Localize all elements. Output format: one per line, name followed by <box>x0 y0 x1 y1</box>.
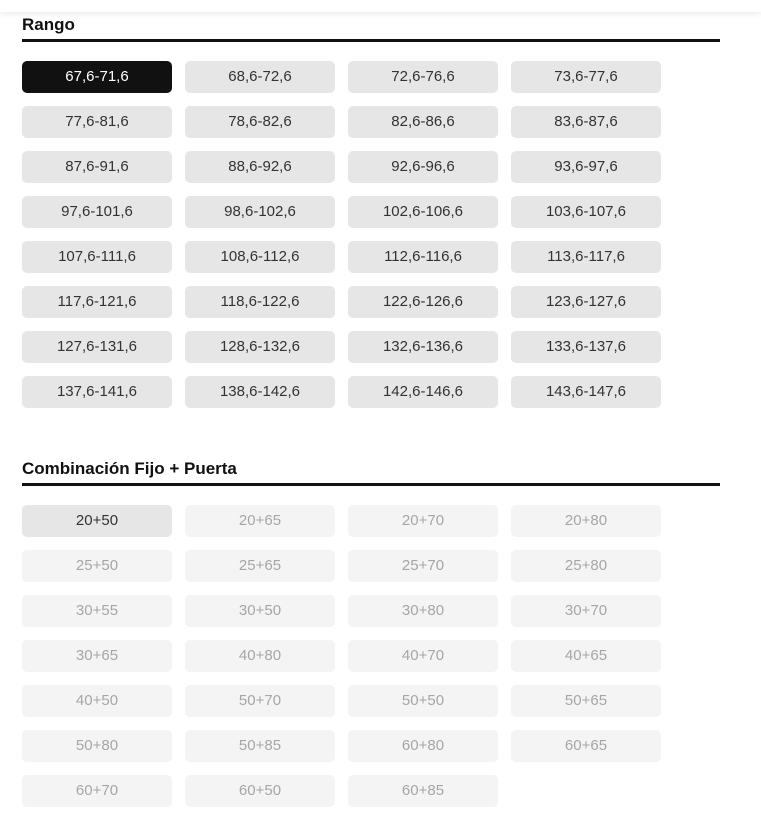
rango-option[interactable]: 127,6-131,6 <box>22 331 172 363</box>
combinacion-option[interactable]: 20+65 <box>185 505 335 537</box>
rango-option[interactable]: 108,6-112,6 <box>185 241 335 273</box>
combinacion-title: Combinación Fijo + Puerta <box>22 458 720 486</box>
combinacion-option[interactable]: 40+50 <box>22 685 172 717</box>
rango-options-grid <box>22 61 720 408</box>
rango-option[interactable]: 128,6-132,6 <box>185 331 335 363</box>
combinacion-option[interactable]: 60+70 <box>22 775 172 807</box>
combinacion-option[interactable]: 50+80 <box>22 730 172 762</box>
rango-option[interactable]: 133,6-137,6 <box>511 331 661 363</box>
rango-option[interactable]: 67,6-71,6 <box>22 61 172 93</box>
rango-option[interactable]: 112,6-116,6 <box>348 241 498 273</box>
rango-option[interactable]: 122,6-126,6 <box>348 286 498 318</box>
combinacion-option[interactable]: 60+85 <box>348 775 498 807</box>
combinacion-option[interactable]: 50+70 <box>185 685 335 717</box>
combinacion-option[interactable]: 40+80 <box>185 640 335 672</box>
combinacion-option[interactable]: 40+65 <box>511 640 661 672</box>
rango-option[interactable]: 137,6-141,6 <box>22 376 172 408</box>
rango-option[interactable]: 88,6-92,6 <box>185 151 335 183</box>
combinacion-options-grid <box>22 505 720 807</box>
rango-option[interactable]: 113,6-117,6 <box>511 241 661 273</box>
combinacion-option[interactable]: 30+55 <box>22 595 172 627</box>
top-bar <box>0 0 761 12</box>
rango-option[interactable]: 72,6-76,6 <box>348 61 498 93</box>
combinacion-section <box>22 458 720 807</box>
rango-option[interactable]: 117,6-121,6 <box>22 286 172 318</box>
combinacion-option[interactable]: 30+50 <box>185 595 335 627</box>
rango-option[interactable]: 103,6-107,6 <box>511 196 661 228</box>
combinacion-option[interactable]: 25+70 <box>348 550 498 582</box>
combinacion-option[interactable]: 60+80 <box>348 730 498 762</box>
rango-option[interactable]: 78,6-82,6 <box>185 106 335 138</box>
rango-option[interactable]: 132,6-136,6 <box>348 331 498 363</box>
rango-option[interactable]: 83,6-87,6 <box>511 106 661 138</box>
rango-option[interactable]: 102,6-106,6 <box>348 196 498 228</box>
rango-option[interactable]: 77,6-81,6 <box>22 106 172 138</box>
combinacion-option[interactable]: 30+65 <box>22 640 172 672</box>
rango-option[interactable]: 82,6-86,6 <box>348 106 498 138</box>
combinacion-option[interactable]: 60+65 <box>511 730 661 762</box>
rango-section <box>22 14 720 408</box>
rango-option[interactable]: 92,6-96,6 <box>348 151 498 183</box>
combinacion-option[interactable]: 20+50 <box>22 505 172 537</box>
rango-title: Rango <box>22 14 720 42</box>
combinacion-option[interactable]: 30+80 <box>348 595 498 627</box>
rango-option[interactable]: 93,6-97,6 <box>511 151 661 183</box>
combinacion-option[interactable]: 50+50 <box>348 685 498 717</box>
combinacion-option[interactable]: 20+80 <box>511 505 661 537</box>
rango-option[interactable]: 142,6-146,6 <box>348 376 498 408</box>
combinacion-option[interactable]: 30+70 <box>511 595 661 627</box>
rango-option[interactable]: 138,6-142,6 <box>185 376 335 408</box>
combinacion-option[interactable]: 60+50 <box>185 775 335 807</box>
rango-option[interactable]: 123,6-127,6 <box>511 286 661 318</box>
rango-option[interactable]: 98,6-102,6 <box>185 196 335 228</box>
rango-option[interactable]: 87,6-91,6 <box>22 151 172 183</box>
combinacion-option[interactable]: 50+85 <box>185 730 335 762</box>
combinacion-option[interactable]: 25+65 <box>185 550 335 582</box>
combinacion-option[interactable]: 40+70 <box>348 640 498 672</box>
combinacion-option[interactable]: 25+50 <box>22 550 172 582</box>
rango-option[interactable]: 118,6-122,6 <box>185 286 335 318</box>
rango-option[interactable]: 68,6-72,6 <box>185 61 335 93</box>
combinacion-option[interactable]: 50+65 <box>511 685 661 717</box>
rango-option[interactable]: 97,6-101,6 <box>22 196 172 228</box>
rango-option[interactable]: 73,6-77,6 <box>511 61 661 93</box>
rango-option[interactable]: 107,6-111,6 <box>22 241 172 273</box>
combinacion-option[interactable]: 25+80 <box>511 550 661 582</box>
rango-option[interactable]: 143,6-147,6 <box>511 376 661 408</box>
combinacion-option[interactable]: 20+70 <box>348 505 498 537</box>
